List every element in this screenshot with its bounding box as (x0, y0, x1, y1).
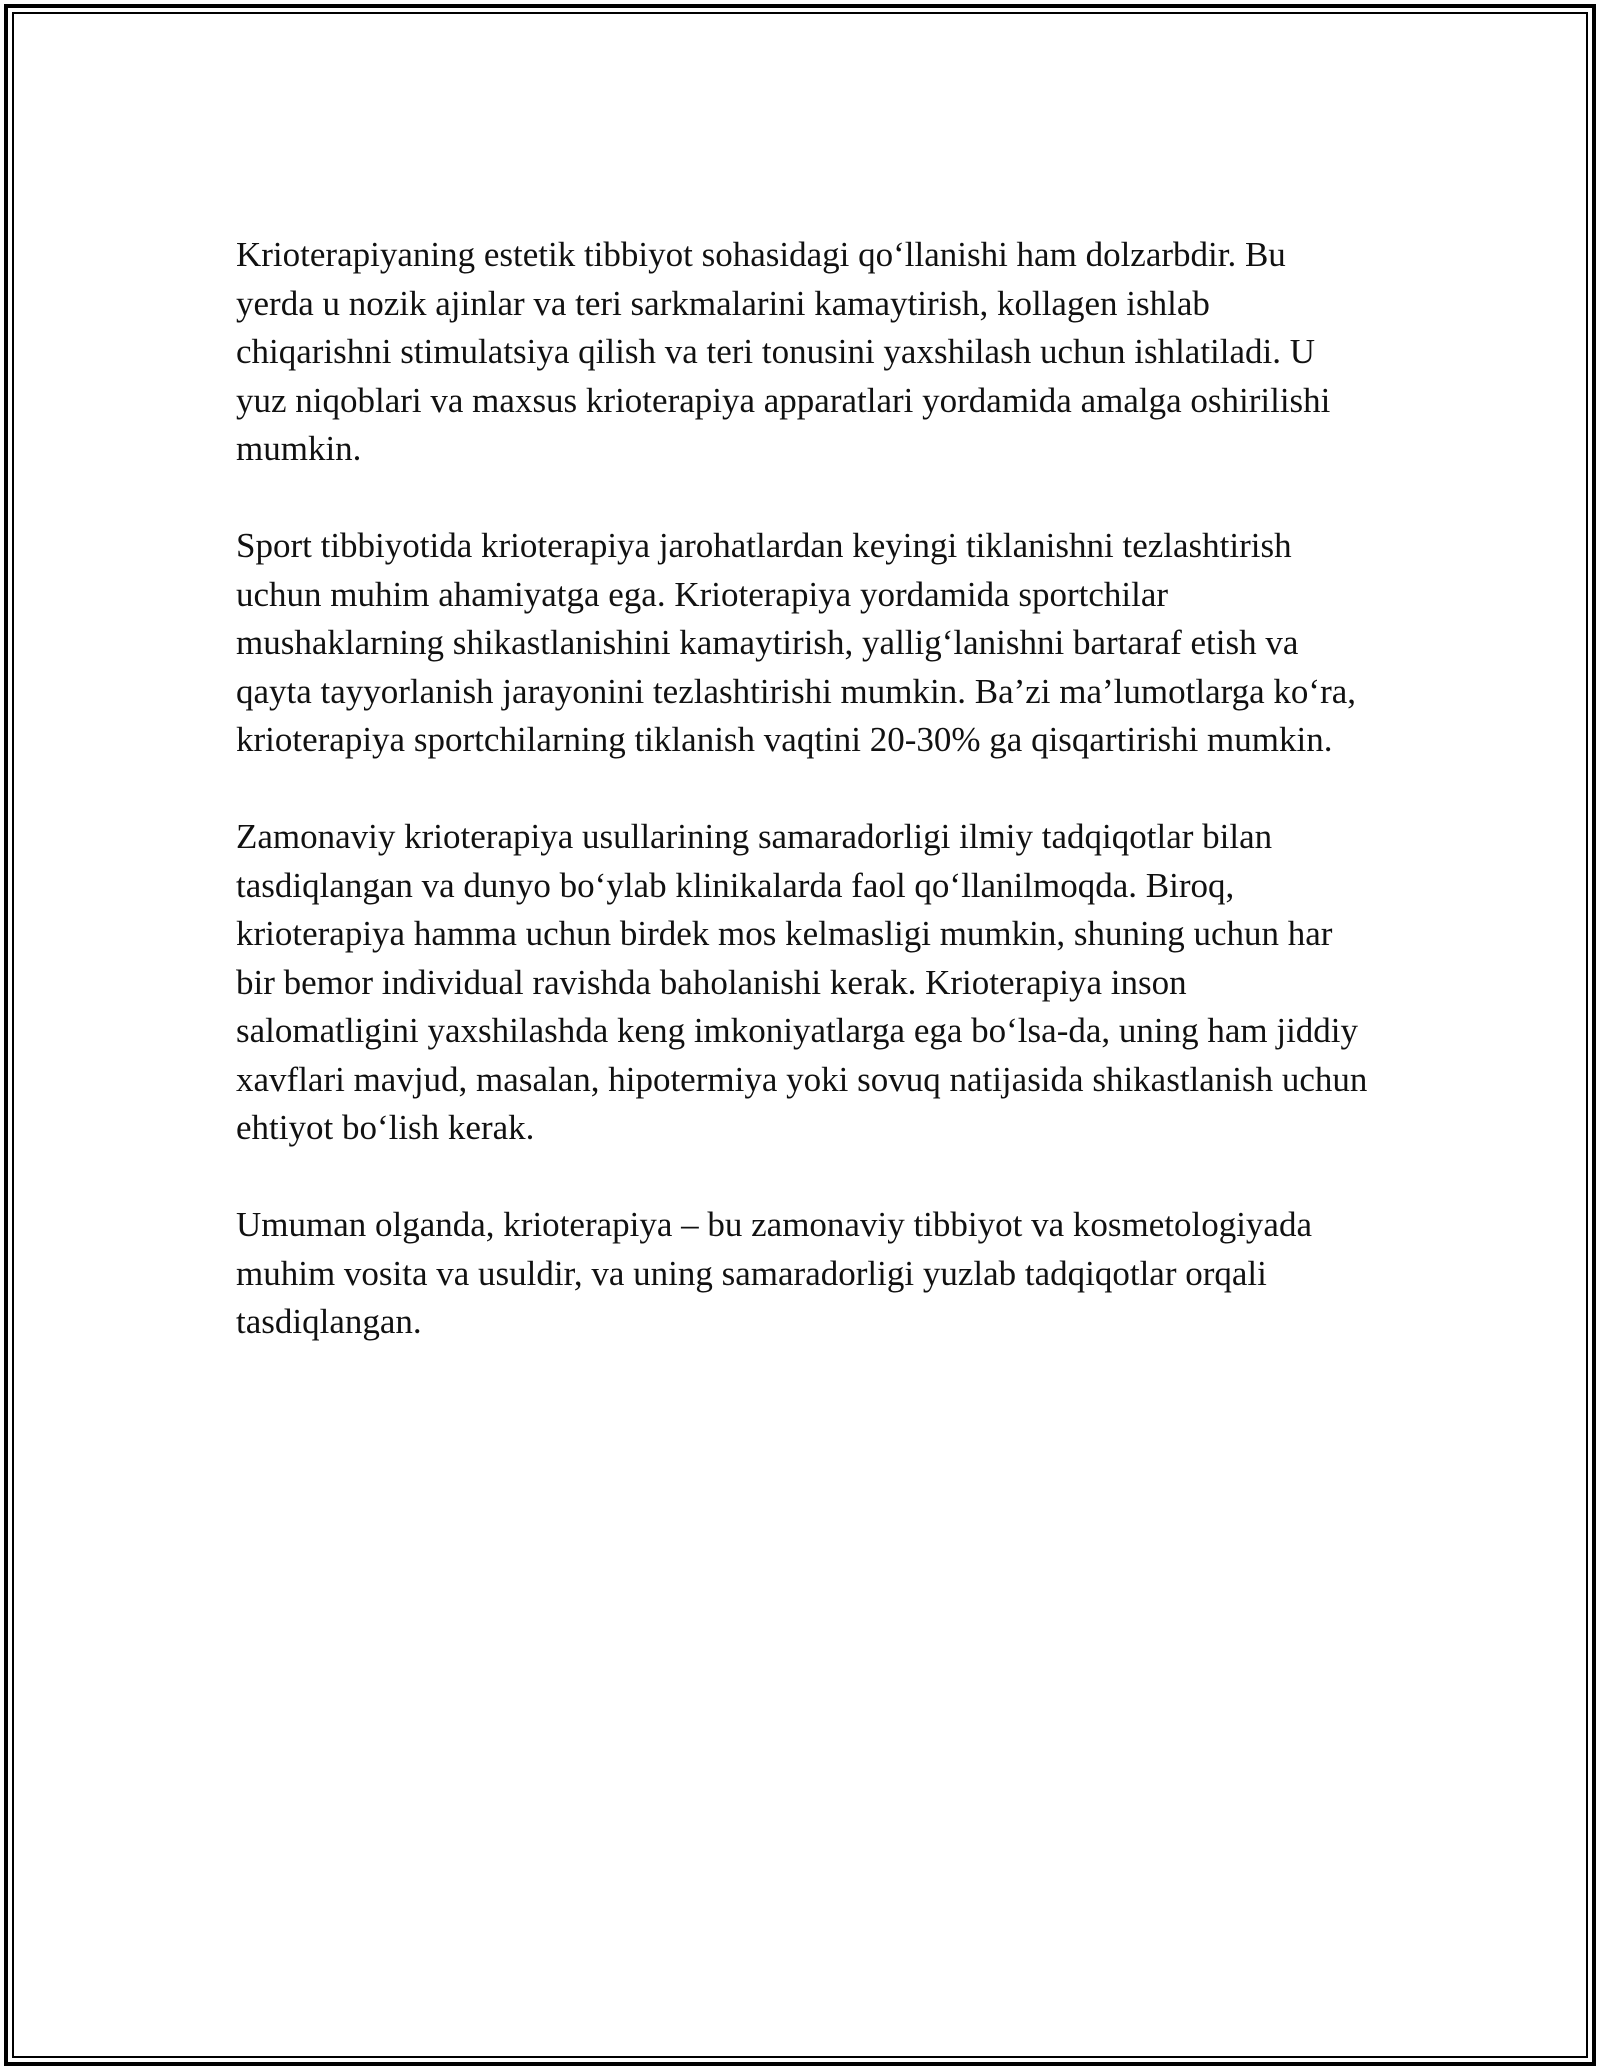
paragraph-modern-methods: Zamonaviy krioterapiya usullarining samaradorligi ilmiy tadqiqotlar bilan tasdiqlangan va dunyo boʻylab klinikalarda faol qoʻllanilmoqda. Biroq, krioterapiya hamma uchun birdek mos kelmasligi mumkin, shuning uchun har bir bemor individual ravishda baholanishi kerak. Krioterapiya inson salomatligini yaxshilashda keng imkoniyatlarga ega boʻlsa-da, uning ham jiddiy xavflari mavjud, masalan, hipotermiya yoki sovuq natijasida shikastlanish uchun ehtiyot boʻlish kerak. (236, 817, 1368, 1147)
document-body (236, 231, 1371, 1395)
paragraph-aesthetic-medicine: Krioterapiyaning estetik tibbiyot sohasidagi qoʻllanishi ham dolzarbdir. Bu yerda u nozik ajinlar va teri sarkmalarini kamaytirish, kollagen ishlab chiqarishni stimulatsiya qilish va teri tonusini yaxshilash uchun ishlatiladi. U yuz niqoblari va maxsus krioterapiya apparatlari yordamida amalga oshirilishi mumkin. (236, 235, 1331, 468)
paragraph-conclusion: Umuman olganda, krioterapiya – bu zamonaviy tibbiyot va kosmetologiyada muhim vosita va usuldir, va uning samaradorligi yuzlab tadqiqotlar orqali tasdiqlangan. (236, 1205, 1312, 1341)
paragraph-sports-medicine: Sport tibbiyotida krioterapiya jarohatlardan keyingi tiklanishni tezlashtirish uchun muhim ahamiyatga ega. Krioterapiya yordamida sportchilar mushaklarning shikastlanishini kamaytirish, yalligʻlanishni bartaraf etish va qayta tayyorlanish jarayonini tezlashtirishi mumkin. Ba’zi ma’lumotlarga koʻra, krioterapiya sportchilarning tiklanish vaqtini 20-30% ga qisqartirishi mumkin. (236, 526, 1357, 759)
